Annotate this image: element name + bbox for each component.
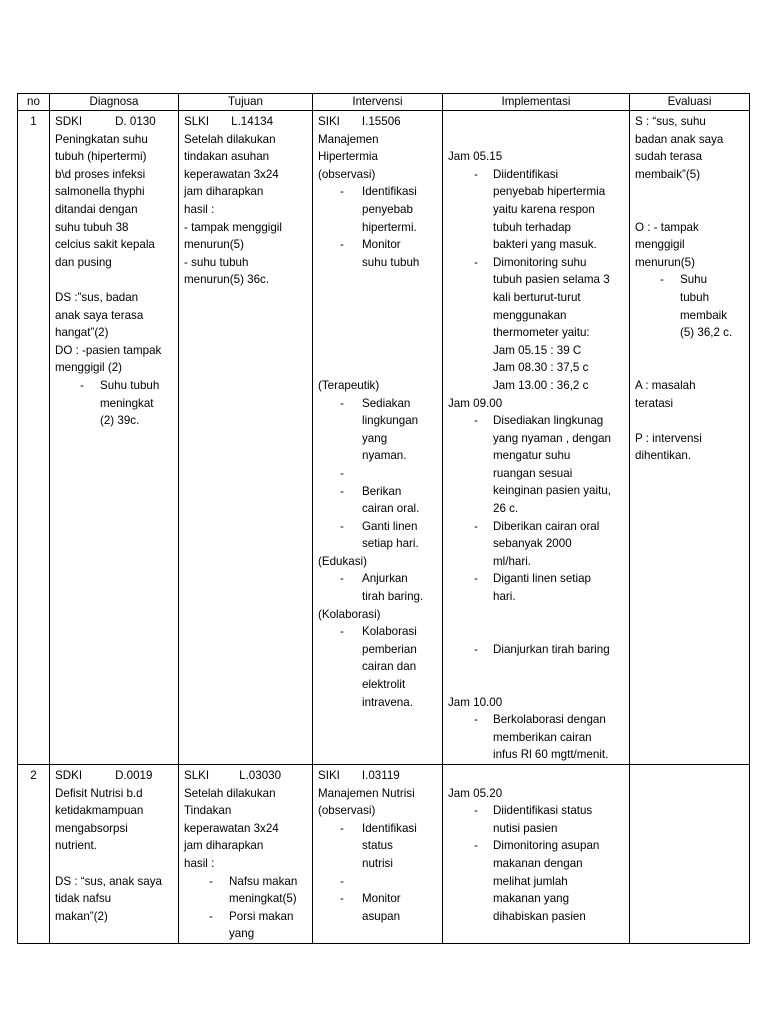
implementasi-list xyxy=(448,802,624,925)
row-number: 1 xyxy=(18,111,50,765)
bullet-line: ml/hari. xyxy=(493,554,532,568)
bullet-line: meningkat(5) xyxy=(229,892,297,906)
bullet-line: yang nyaman , dengan xyxy=(493,431,611,445)
bullet-line: - Diidentifikasi status xyxy=(493,804,593,818)
code-label: SIKI xyxy=(318,768,340,782)
table-row xyxy=(18,764,750,943)
evaluasi-a-line: A : masalah xyxy=(635,378,696,392)
edukasi-list xyxy=(318,570,437,605)
implementasi-cell xyxy=(443,764,630,943)
bullet-line: setiap hari. xyxy=(362,537,419,551)
diagnosa-bullet-list xyxy=(55,377,173,430)
evaluasi-bullet-list xyxy=(635,271,744,341)
bullet-line: - Disediakan lingkunag xyxy=(493,414,604,428)
tujuan-text-line: hasil : xyxy=(184,202,215,216)
list-item xyxy=(448,641,624,659)
bullet-line: ruangan sesuai xyxy=(493,466,573,480)
list-item xyxy=(318,518,437,553)
list-item xyxy=(318,890,437,925)
bullet-line: 26 c. xyxy=(493,502,519,516)
bullet-line: makanan dengan xyxy=(493,856,583,870)
bullet-line: - Monitor xyxy=(362,892,401,906)
bullet-line: - Dianjurkan tirah baring xyxy=(493,642,610,656)
bullet-line: bakteri yang masuk. xyxy=(493,238,597,252)
table-row xyxy=(18,111,750,765)
bullet-line: - Suhu tubuh xyxy=(100,378,160,392)
intervensi-cell xyxy=(313,764,443,943)
code-label: SDKI xyxy=(55,768,83,782)
diagnosa-cell xyxy=(50,111,179,765)
bullet-line: nutisi pasien xyxy=(493,821,558,835)
diagnosa-text-line: Peningkatan suhu xyxy=(55,132,148,146)
time-label: Jam 05.15 xyxy=(448,150,503,164)
bullet-line: penyebab hipertermia xyxy=(493,185,606,199)
bullet-line: asupan xyxy=(362,909,401,923)
header-evaluasi: Evaluasi xyxy=(630,94,750,111)
tujuan-code-line xyxy=(184,113,307,131)
list-item xyxy=(448,570,624,605)
diagnosa-text-line: Defisit Nutrisi b.d xyxy=(55,786,143,800)
implementasi-list xyxy=(448,412,624,606)
tujuan-cell xyxy=(179,111,313,765)
list-item xyxy=(55,377,173,430)
bullet-line: - Anjurkan xyxy=(362,572,408,586)
bullet-line: kali berturut-turut xyxy=(493,290,581,304)
time-label: Jam 10.00 xyxy=(448,695,503,709)
ds-line: anak saya terasa xyxy=(55,308,144,322)
bullet-line: - Diidentifikasi xyxy=(493,167,559,181)
bullet-line: - Diberikan cairan oral xyxy=(493,519,600,533)
bullet-line: tirah baring. xyxy=(362,590,424,604)
tujuan-text-line: keperawatan 3x24 xyxy=(184,167,279,181)
bullet-line: sebanyak 2000 xyxy=(493,537,572,551)
diagnosa-code-line xyxy=(55,767,173,785)
ds-line: makan”(2) xyxy=(55,909,108,923)
header-diagnosa: Diagnosa xyxy=(50,94,179,111)
header-no: no xyxy=(18,94,50,111)
diagnosa-text-line: b\d proses infeksi xyxy=(55,167,146,181)
tujuan-bullet-list xyxy=(184,873,307,943)
intervensi-cell xyxy=(313,111,443,765)
list-item xyxy=(184,908,307,943)
bullet-line: suhu tubuh xyxy=(362,255,420,269)
spacer xyxy=(318,465,437,483)
bullet-line: yang xyxy=(229,927,255,941)
list-item xyxy=(448,802,624,837)
bullet-line: hari. xyxy=(493,590,516,604)
bullet-line: - Suhu xyxy=(680,273,708,287)
bullet-line: - Monitor xyxy=(362,238,401,252)
diagnosa-cell xyxy=(50,764,179,943)
code-label: SLKI xyxy=(184,115,210,128)
observasi-list xyxy=(318,183,437,271)
code-label: SIKI xyxy=(318,115,340,128)
nursing-care-plan-table xyxy=(17,93,750,944)
diagnosa-text-line: dan pusing xyxy=(55,255,112,269)
header-intervensi: Intervensi xyxy=(313,94,443,111)
list-item xyxy=(448,412,624,518)
list-item xyxy=(184,873,307,908)
diagnosa-text-line: tubuh (hipertermi) xyxy=(55,150,147,164)
bullet-line: Jam 13.00 : 36,2 c xyxy=(493,378,589,392)
intervensi-code-line xyxy=(318,767,437,785)
bullet-line: mengatur suhu xyxy=(493,449,571,463)
list-item xyxy=(318,570,437,605)
bullet-line: - Berkolaborasi dengan xyxy=(493,713,606,727)
diagnosa-code-line xyxy=(55,113,173,131)
list-item xyxy=(635,271,744,341)
bullet-line: tubuh pasien selama 3 xyxy=(493,273,610,287)
bullet-line: (2) 39c. xyxy=(100,414,140,428)
evaluasi-cell xyxy=(630,111,750,765)
bullet-line: Jam 08.30 : 37,5 c xyxy=(493,361,589,375)
bullet-line: meningkat xyxy=(100,396,154,410)
bullet-line: intravena. xyxy=(362,695,413,709)
tujuan-text-line: Tindakan xyxy=(184,804,232,818)
evaluasi-o-line: menurun(5) xyxy=(635,255,695,269)
code-value: D. 0130 xyxy=(115,115,156,128)
diagnosa-text-line: ditandai dengan xyxy=(55,202,138,216)
bullet-line: penyebab xyxy=(362,202,413,216)
evaluasi-s-line: membaik”(5) xyxy=(635,167,701,181)
terapeutik-label: (Terapeutik) xyxy=(318,378,380,392)
list-item xyxy=(318,623,437,711)
tujuan-text-line: hasil : xyxy=(184,856,215,870)
list-item xyxy=(318,236,437,271)
evaluasi-o-line: O : - tampak xyxy=(635,220,699,234)
list-item xyxy=(318,820,437,873)
bullet-line: makanan yang xyxy=(493,892,570,906)
tujuan-text-line: - tampak menggigil xyxy=(184,220,282,234)
intervensi-head-line: (observasi) xyxy=(318,167,376,181)
header-tujuan: Tujuan xyxy=(179,94,313,111)
observasi-list xyxy=(318,820,437,926)
bullet-line: (5) 36,2 c. xyxy=(680,326,733,340)
implementasi-list xyxy=(448,166,624,395)
tujuan-text-line: menurun(5) xyxy=(184,238,244,252)
evaluasi-s-line: badan anak saya xyxy=(635,132,724,146)
diagnosa-text-line: suhu tubuh 38 xyxy=(55,220,129,234)
tujuan-cell xyxy=(179,764,313,943)
header-row xyxy=(18,94,750,111)
tujuan-code-line xyxy=(184,767,307,785)
bullet-line: yang xyxy=(362,431,388,445)
code-value: L.03030 xyxy=(239,768,282,782)
diagnosa-text-line: nutrient. xyxy=(55,839,97,853)
tujuan-text-line: Setelah dilakukan xyxy=(184,786,276,800)
bullet-line: - Porsi makan xyxy=(229,909,294,923)
bullet-line: elektrolit xyxy=(362,678,406,692)
header-implementasi: Implementasi xyxy=(443,94,630,111)
edukasi-label: (Edukasi) xyxy=(318,554,367,568)
bullet-line: tubuh xyxy=(680,290,710,304)
bullet-line: - Kolaborasi xyxy=(362,625,417,639)
diagnosa-text-line: celcius sakit kepala xyxy=(55,238,155,252)
spacer xyxy=(318,873,437,891)
evaluasi-a-line: teratasi xyxy=(635,396,674,410)
implementasi-list xyxy=(448,711,624,764)
bullet-line: thermometer yaitu: xyxy=(493,326,590,340)
tujuan-text-line: keperawatan 3x24 xyxy=(184,821,279,835)
bullet-line: - Identifikasi xyxy=(362,185,417,199)
bullet-line: pemberian xyxy=(362,642,417,656)
intervensi-head-line: (observasi) xyxy=(318,804,376,818)
bullet-line: membaik xyxy=(680,308,728,322)
intervensi-head-line: Hipertermia xyxy=(318,150,378,164)
ds-line: DS : “sus, anak saya xyxy=(55,874,162,888)
code-value: I.15506 xyxy=(361,115,401,128)
tujuan-text-line: tindakan asuhan xyxy=(184,150,270,164)
tujuan-text-line: - suhu tubuh xyxy=(184,255,249,269)
bullet-line: - Sediakan xyxy=(362,396,411,410)
bullet-line: - Dimonitoring asupan xyxy=(493,839,600,853)
do-line: menggigil (2) xyxy=(55,361,123,375)
ds-line: hangat”(2) xyxy=(55,326,109,340)
implementasi-list xyxy=(448,641,624,659)
list-item xyxy=(318,183,437,236)
bullet-line: - Diganti linen setiap xyxy=(493,572,591,586)
do-line: DO : -pasien tampak xyxy=(55,343,162,357)
ds-line: DS :”sus, badan xyxy=(55,290,139,304)
kolaborasi-list xyxy=(318,623,437,711)
diagnosa-text-line: salmonella thyphi xyxy=(55,185,145,199)
bullet-line: nutrisi xyxy=(362,856,393,870)
list-item xyxy=(448,166,624,254)
bullet-line: - Dimonitoring suhu xyxy=(493,255,587,269)
tujuan-text-line: jam diharapkan xyxy=(184,185,264,199)
bullet-line: menggunakan xyxy=(493,308,567,322)
terapeutik-list xyxy=(318,395,437,553)
evaluasi-cell xyxy=(630,764,750,943)
bullet-line: - Identifikasi xyxy=(362,821,417,835)
tujuan-text-line: menurun(5) 36c. xyxy=(184,273,270,287)
time-label: Jam 09.00 xyxy=(448,396,503,410)
bullet-line: keinginan pasien yaitu, xyxy=(493,484,611,498)
bullet-line: Jam 05.15 : 39 C xyxy=(493,343,582,357)
intervensi-head-line: Manajemen Nutrisi xyxy=(318,786,415,800)
bullet-line: yaitu karena respon xyxy=(493,202,595,216)
bullet-line: hipertermi. xyxy=(362,220,417,234)
bullet-line: cairan dan xyxy=(362,660,417,674)
evaluasi-s-line: S : “sus, suhu xyxy=(635,115,706,128)
diagnosa-text-line: ketidakmampuan xyxy=(55,804,144,818)
list-item xyxy=(318,483,437,518)
intervensi-head-line: Manajemen xyxy=(318,132,379,146)
code-label: SLKI xyxy=(184,768,210,782)
bullet-line: memberikan cairan xyxy=(493,730,592,744)
list-item xyxy=(318,395,437,465)
diagnosa-text-line: mengabsorpsi xyxy=(55,821,128,835)
evaluasi-p-line: P : intervensi xyxy=(635,431,702,445)
list-item xyxy=(448,518,624,571)
bullet-line: - Nafsu makan xyxy=(229,874,298,888)
ds-line: tidak nafsu xyxy=(55,892,112,906)
bullet-line: tubuh terhadap xyxy=(493,220,572,234)
kolaborasi-label: (Kolaborasi) xyxy=(318,607,381,621)
bullet-line: melihat jumlah xyxy=(493,874,568,888)
evaluasi-s-line: sudah terasa xyxy=(635,150,703,164)
evaluasi-p-line: dihentikan. xyxy=(635,449,692,463)
code-value: L.14134 xyxy=(231,115,274,128)
tujuan-text-line: jam diharapkan xyxy=(184,839,264,853)
time-label: Jam 05.20 xyxy=(448,786,503,800)
bullet-line: dihabiskan pasien xyxy=(493,909,586,923)
code-value: D.0019 xyxy=(115,768,153,782)
bullet-line: cairan oral. xyxy=(362,502,420,516)
bullet-line: infus Rl 60 mgtt/menit. xyxy=(493,748,609,762)
list-item xyxy=(448,711,624,764)
bullet-line: - Berikan xyxy=(362,484,402,498)
bullet-line: lingkungan xyxy=(362,414,419,428)
row-number: 2 xyxy=(18,764,50,943)
tujuan-text-line: Setelah dilakukan xyxy=(184,132,276,146)
code-label: SDKI xyxy=(55,115,83,128)
bullet-line: status xyxy=(362,839,393,853)
list-item xyxy=(448,837,624,925)
list-item xyxy=(448,254,624,395)
code-value: I.03119 xyxy=(361,768,400,782)
implementasi-cell xyxy=(443,111,630,765)
bullet-line: nyaman. xyxy=(362,449,407,463)
intervensi-code-line xyxy=(318,113,437,131)
evaluasi-o-line: menggigil xyxy=(635,238,685,252)
bullet-line: - Ganti linen xyxy=(362,519,418,533)
